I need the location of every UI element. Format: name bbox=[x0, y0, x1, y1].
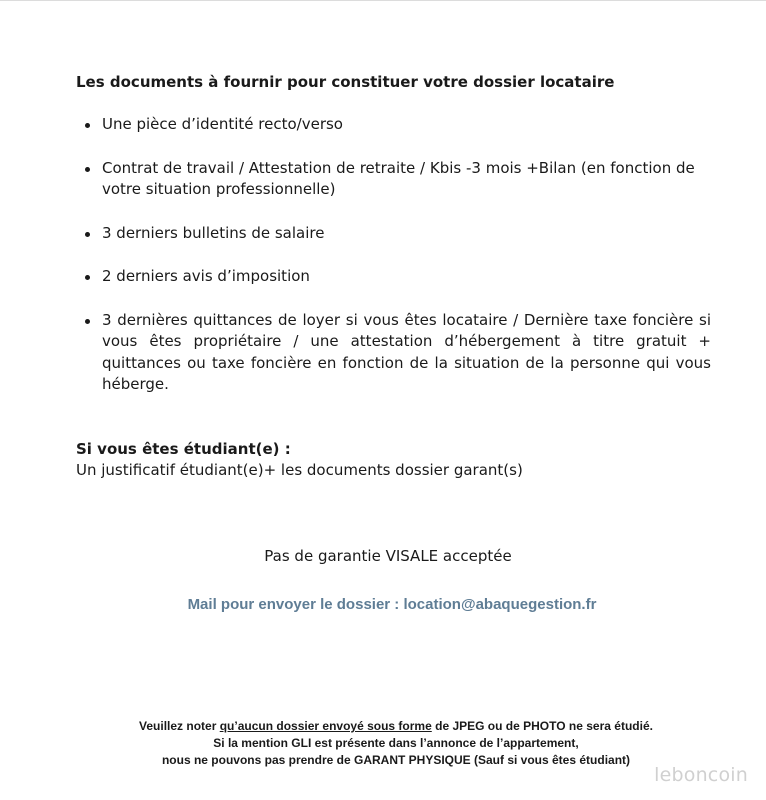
list-item bbox=[76, 310, 711, 396]
list-item bbox=[76, 114, 711, 136]
list-item-text: 3 derniers bulletins de salaire bbox=[102, 223, 325, 242]
leboncoin-watermark-logo: leboncoin bbox=[654, 764, 748, 786]
footer-notice bbox=[0, 718, 766, 769]
bullet-icon bbox=[85, 232, 90, 237]
list-item-text: 3 dernières quittances de loyer si vous êtes locataire / Dernière taxe foncière si vous êtes propriétaire / une attestation d’hébergement à titre gratuit + quittances ou taxe foncière en fonction de la situation de la personne qui vous héberge. bbox=[102, 310, 711, 393]
list-item-text: Contrat de travail / Attestation de retraite / Kbis -3 mois +Bilan (en fonction de votre situation professionnelle) bbox=[102, 158, 695, 198]
footer-line-1-end: de JPEG ou de PHOTO ne sera étudié. bbox=[431, 719, 653, 733]
student-section-text: Un justificatif étudiant(e)+ les documents dossier garant(s) bbox=[76, 461, 523, 479]
bullet-icon bbox=[85, 123, 90, 128]
student-section-title: Si vous êtes étudiant(e) : bbox=[76, 440, 291, 458]
footer-line-1 bbox=[26, 718, 766, 735]
list-item bbox=[76, 223, 711, 245]
visale-notice: Pas de garantie VISALE acceptée bbox=[264, 547, 512, 565]
mail-notice: Mail pour envoyer le dossier : location@abaquegestion.fr bbox=[187, 596, 597, 613]
footer-line-1-underlined: qu’aucun dossier envoyé sous forme bbox=[219, 719, 432, 733]
list-item bbox=[76, 158, 711, 201]
footer-line-2: Si la mention GLI est présente dans l’annonce de l’appartement, bbox=[213, 736, 579, 750]
list-item-text: 2 derniers avis d’imposition bbox=[102, 267, 310, 285]
required-documents-list bbox=[76, 114, 711, 418]
list-item bbox=[76, 266, 711, 288]
bullet-icon bbox=[85, 275, 90, 280]
footer-line-1-start: Veuillez noter bbox=[139, 719, 220, 733]
document-title: Les documents à fournir pour constituer votre dossier locataire bbox=[76, 73, 615, 91]
footer-line-3: nous ne pouvons pas prendre de GARANT PHYSIQUE (Sauf si vous êtes étudiant) bbox=[161, 753, 631, 767]
bullet-icon bbox=[85, 319, 90, 324]
bullet-icon bbox=[85, 167, 90, 172]
list-item-text: Une pièce d’identité recto/verso bbox=[102, 115, 343, 133]
